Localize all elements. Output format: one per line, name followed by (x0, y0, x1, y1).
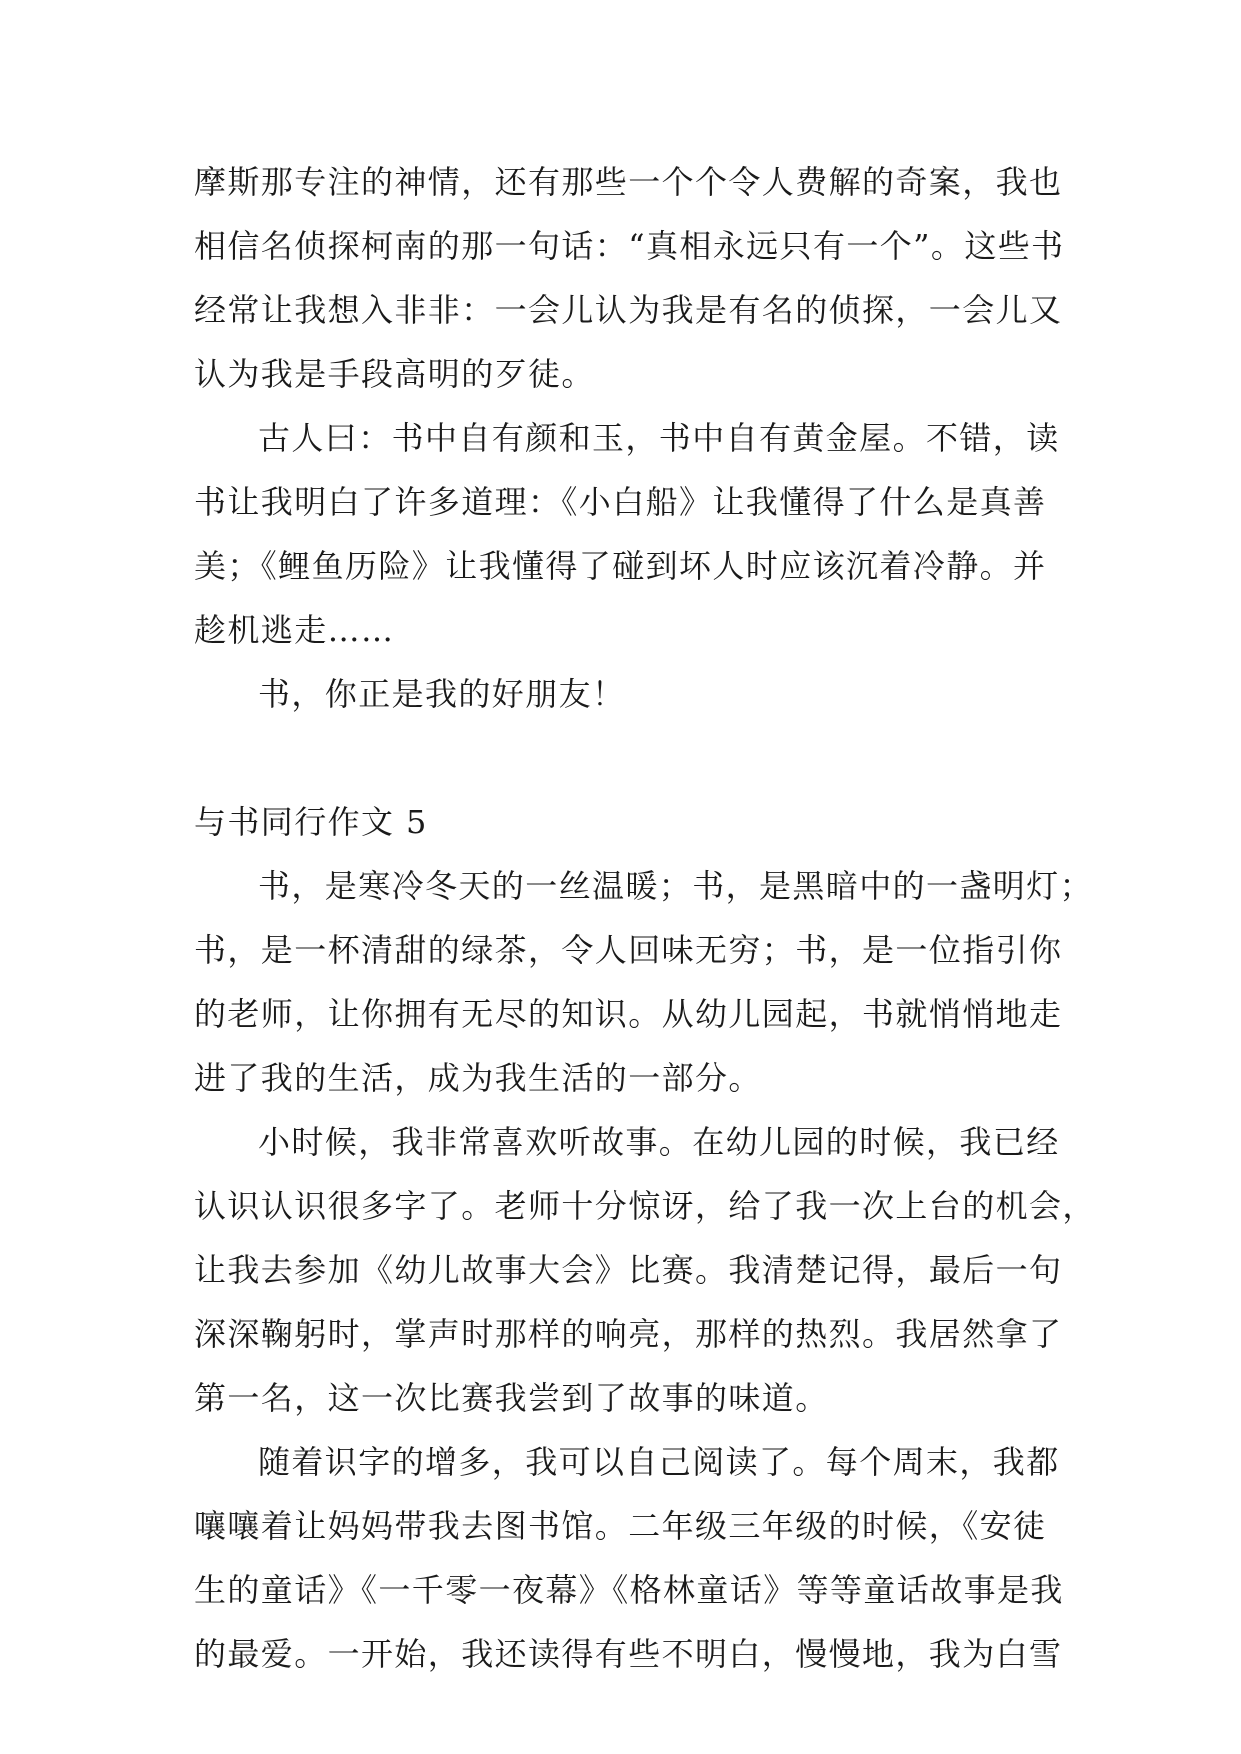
text-line: 相信名侦探柯南的那一句话：“真相永远只有一个”。这些书 (194, 227, 1065, 265)
text-line: 进了我的生活，成为我生活的一部分。 (194, 1059, 762, 1097)
text-line: 生的童话》《一千零一夜幕》《格林童话》等等童话故事是我 (194, 1571, 1064, 1609)
text-line: 认识认识很多字了。老师十分惊讶，给了我一次上台的机会， (194, 1187, 1096, 1225)
paragraph-friend (194, 662, 1054, 726)
essay5-paragraph-2 (194, 1110, 1096, 1430)
text-line: 书，你正是我的好朋友！ (258, 675, 626, 713)
text-line: 书，是一杯清甜的绿茶，令人回味无穷；书，是一位指引你 (194, 931, 1063, 969)
essay5-paragraph-3 (194, 1430, 1064, 1686)
essay5-paragraph-1 (194, 854, 1094, 1110)
text-line: 让我去参加《幼儿故事大会》比赛。我清楚记得，最后一句 (194, 1251, 1063, 1289)
paragraph-holmes (194, 150, 1065, 406)
text-line: 书让我明白了许多道理：《小白船》让我懂得了什么是真善 (194, 483, 1047, 521)
text-line: 随着识字的增多，我可以自己阅读了。每个周末，我都 (258, 1443, 1060, 1481)
text-line: 经常让我想入非非：一会儿认为我是有名的侦探，一会儿又 (194, 291, 1063, 329)
text-line: 的老师，让你拥有无尽的知识。从幼儿园起，书就悄悄地走 (194, 995, 1063, 1033)
text-line: 嚷嚷着让妈妈带我去图书馆。二年级三年级的时候，《安徒 (194, 1507, 1047, 1545)
text-line: 古人曰：书中自有颜和玉，书中自有黄金屋。不错，读 (258, 419, 1060, 457)
text-line: 美；《鲤鱼历险》让我懂得了碰到坏人时应该沉着冷静。并 (194, 547, 1047, 585)
text-line: 认为我是手段高明的歹徒。 (194, 355, 595, 393)
paragraph-gu-ren (194, 406, 1060, 662)
text-line: 小时候，我非常喜欢听故事。在幼儿园的时候，我已经 (258, 1123, 1060, 1161)
text-line: 第一名，这一次比赛我尝到了故事的味道。 (194, 1379, 829, 1417)
document-page (194, 150, 1096, 1686)
text-line: 书，是寒冷冬天的一丝温暖；书，是黑暗中的一盏明灯； (258, 867, 1094, 905)
text-line: 深深鞠躬时，掌声时那样的响亮，那样的热烈。我居然拿了 (194, 1315, 1063, 1353)
text-line: 的最爱。一开始，我还读得有些不明白，慢慢地，我为白雪 (194, 1635, 1063, 1673)
text-line: 趁机逃走…… (194, 611, 395, 649)
essay-title: 与书同行作文 5 (194, 803, 428, 841)
section-spacer (194, 726, 1054, 790)
text-line: 摩斯那专注的神情，还有那些一个个令人费解的奇案，我也 (194, 163, 1063, 201)
